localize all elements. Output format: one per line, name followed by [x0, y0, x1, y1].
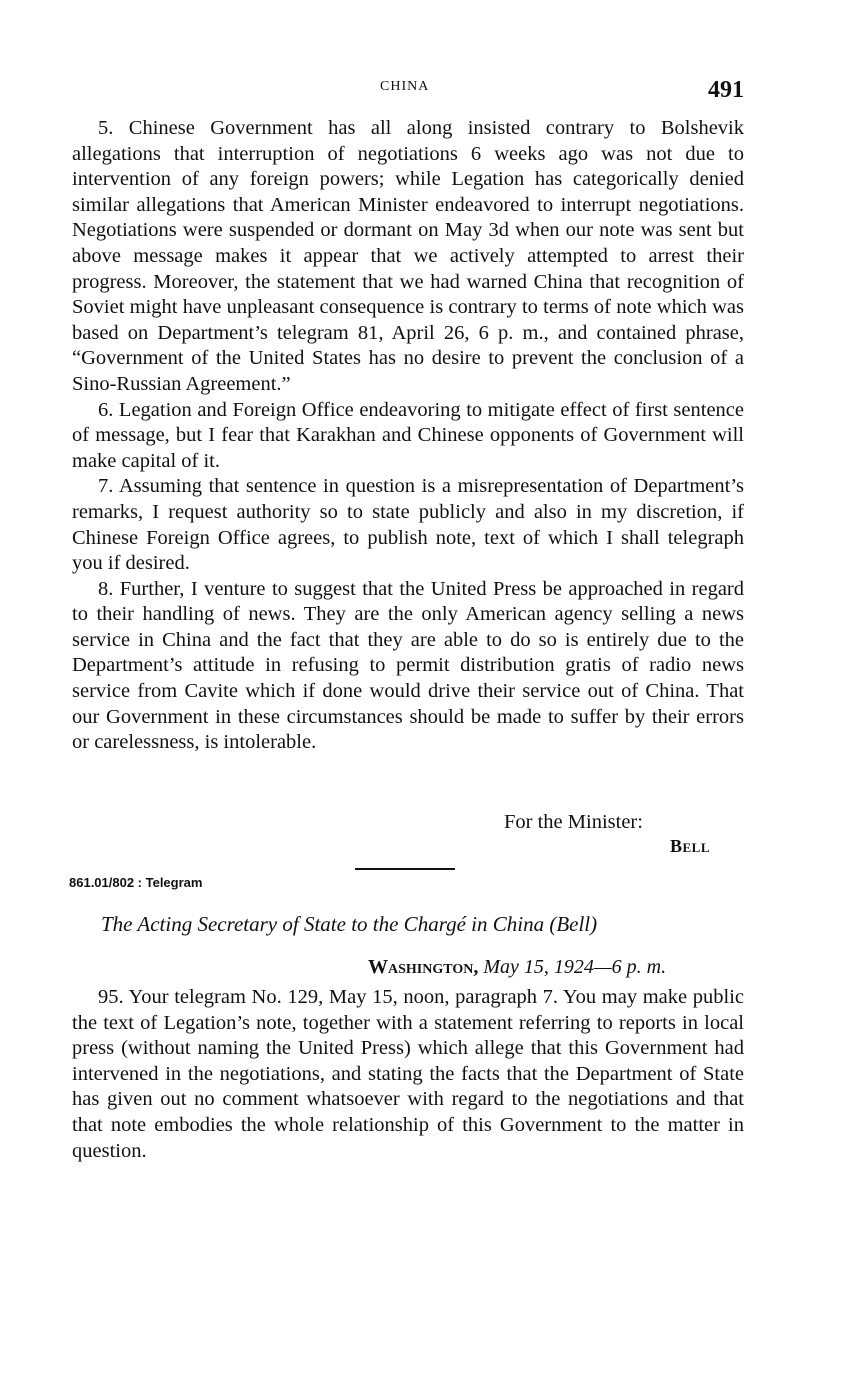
- section-divider: [355, 868, 455, 870]
- paragraph-6: 6. Legation and Foreign Office endeavoring to mitigate effect of first sentence of message, but I fear that Karakhan and Chinese opponents of Government will make capital of it.: [72, 398, 744, 472]
- file-number: 861.01/802 : Telegram: [69, 875, 203, 890]
- document-heading: The Acting Secretary of State to the Chargé in China (Bell): [101, 912, 598, 936]
- page-number: 491: [708, 77, 744, 103]
- dateline: [368, 956, 666, 979]
- paragraph-8: 8. Further, I venture to suggest that the United Press be approached in regard to their handling of news. They are the only American agency selling a news service in China and the fact that they are able to do so is entirely due to the Department’s attitude in refusing to permit distribution gratis of radio news service from Cavite which if done would drive their service out of China. That our Government in these circumstances should be made to suffer by their errors or carelessness, is intolerable.: [72, 577, 744, 754]
- letter-body: [72, 116, 744, 756]
- telegram-paragraph: 95. Your telegram No. 129, May 15, noon, paragraph 7. You may make public the text of Legation’s note, together with a statement referring to reports in local press (without naming the United Press) which allege that this Government had intervened in the negotiations, and stating the facts that the Department of State has given out no comment whatsoever with regard to the negotiations and that that note embodies the whole relationship of this Government to the matter in question.: [72, 986, 744, 1162]
- telegram-body: [72, 985, 744, 1164]
- dateline-place: Washington,: [368, 956, 479, 978]
- running-title: CHINA: [380, 79, 430, 94]
- signer-name: Bell: [670, 836, 711, 856]
- paragraph-7: 7. Assuming that sentence in question is a misrepresentation of Department’s remarks, I request authority so to state publicly and also in my discretion, if Chinese Foreign Office agrees, to publish note, text of which I shall telegraph you if desired.: [72, 475, 744, 575]
- dateline-date: May 15, 1924—6 p. m.: [483, 956, 667, 978]
- closing-line: For the Minister:: [504, 811, 643, 833]
- paragraph-5: 5. Chinese Government has all along insisted contrary to Bolshevik allegations that interruption of negotiations 6 weeks ago was not due to intervention of any foreign powers; while Legation has categorically denied similar allegations that American Minister endeavored to interrupt negotiations. Negotiations were suspended or dormant on May 3d when our note was sent but above message makes it appear that we actively attempted to arrest their progress. Moreover, the statement that we had warned China that recognition of Soviet might have unpleasant consequence is contrary to terms of note which was based on Department’s telegram 81, April 26, 6 p. m., and contained phrase, “Government of the United States has no desire to prevent the conclusion of a Sino-Russian Agreement.”: [72, 117, 744, 395]
- running-head: [0, 77, 848, 101]
